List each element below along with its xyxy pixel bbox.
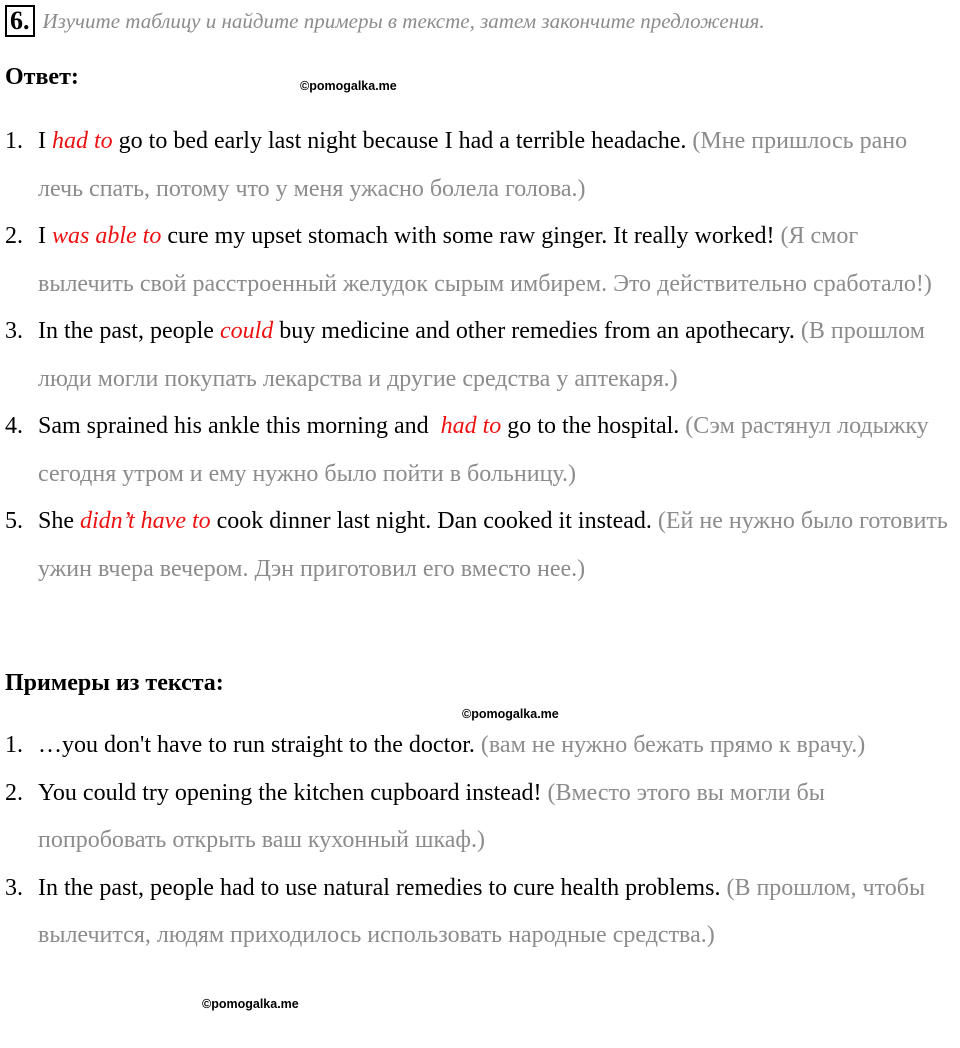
example-text: In the past, people had to use natural remedies to cure health problems. bbox=[38, 874, 721, 901]
example-text: You could try opening the kitchen cupboard instead! bbox=[38, 779, 542, 806]
watermark: ©pomogalka.me bbox=[202, 997, 299, 1011]
watermark: ©pomogalka.me bbox=[300, 79, 397, 93]
translation: (Ей не нужно было готовить ужин вчера вечером. Дэн приготовил его вместо нее.) bbox=[38, 508, 948, 582]
highlighted-answer: had to bbox=[52, 128, 113, 154]
translation: (вам не нужно бежать прямо к врачу.) bbox=[474, 732, 866, 758]
highlighted-answer: could bbox=[219, 318, 274, 344]
sentence-part: go to bed early last night because I had a terrible headache. bbox=[112, 128, 687, 154]
item-number: 2. bbox=[5, 779, 23, 806]
sentence-part: go to the hospital. bbox=[501, 413, 680, 439]
sentence-part: She bbox=[38, 508, 80, 534]
item-number: 1. bbox=[5, 732, 23, 758]
translation: (Сэм растянул лодыжку сегодня утром и ему нужно было пойти в больницу.) bbox=[38, 413, 929, 487]
highlighted-answer: had to bbox=[440, 413, 502, 439]
sentence-part: I bbox=[38, 223, 52, 249]
sentence-part: cure my upset stomach with some raw ginger. It really worked! bbox=[161, 223, 775, 249]
example-text: …you don't have to run straight to the doctor. bbox=[38, 732, 475, 758]
item-number: 2. bbox=[5, 223, 23, 249]
examples-list bbox=[0, 722, 953, 960]
item-number: 3. bbox=[5, 318, 23, 344]
answer-heading: Ответ: bbox=[5, 64, 79, 90]
examples-heading: Примеры из текста: bbox=[5, 670, 224, 696]
example-item bbox=[0, 865, 953, 960]
highlighted-answer: was able to bbox=[52, 223, 162, 249]
answer-item bbox=[0, 403, 953, 498]
answer-item bbox=[0, 498, 953, 593]
highlighted-answer: didn’t have to bbox=[80, 508, 211, 534]
item-number: 4. bbox=[5, 413, 23, 439]
sentence-part: buy medicine and other remedies from an apothecary. bbox=[273, 318, 795, 344]
translation: (В прошлом, чтобы вылечится, людям приходилось использовать народные средства.) bbox=[38, 874, 926, 948]
translation: (Я смог вылечить свой расстроенный желудок сырым имбирем. Это действительно сработало!) bbox=[38, 223, 932, 297]
answer-item bbox=[0, 118, 953, 213]
item-number: 5. bbox=[5, 508, 23, 534]
task-instruction: Изучите таблицу и найдите примеры в тексте, затем закончите предложения. bbox=[42, 8, 765, 33]
translation: (Вместо этого вы могли бы попробовать открыть ваш кухонный шкаф.) bbox=[38, 779, 825, 853]
item-number: 1. bbox=[5, 128, 23, 154]
sentence-part: I bbox=[38, 128, 52, 154]
answer-item bbox=[0, 213, 953, 308]
answer-list bbox=[0, 118, 953, 593]
example-item bbox=[0, 770, 953, 865]
translation: (В прошлом люди могли покупать лекарства и другие средства у аптекаря.) bbox=[38, 318, 925, 392]
sentence-part: cook dinner last night. Dan cooked it instead. bbox=[210, 508, 652, 534]
sentence-part: In the past, people bbox=[38, 318, 220, 344]
watermark: ©pomogalka.me bbox=[462, 707, 559, 721]
translation: (Мне пришлось рано лечь спать, потому что у меня ужасно болела голова.) bbox=[38, 128, 908, 202]
task-header bbox=[5, 4, 765, 38]
answer-item bbox=[0, 308, 953, 403]
sentence-part: Sam sprained his ankle this morning and bbox=[38, 413, 441, 439]
item-number: 3. bbox=[5, 874, 23, 901]
example-item bbox=[0, 722, 953, 770]
task-number: 6. bbox=[5, 5, 35, 37]
